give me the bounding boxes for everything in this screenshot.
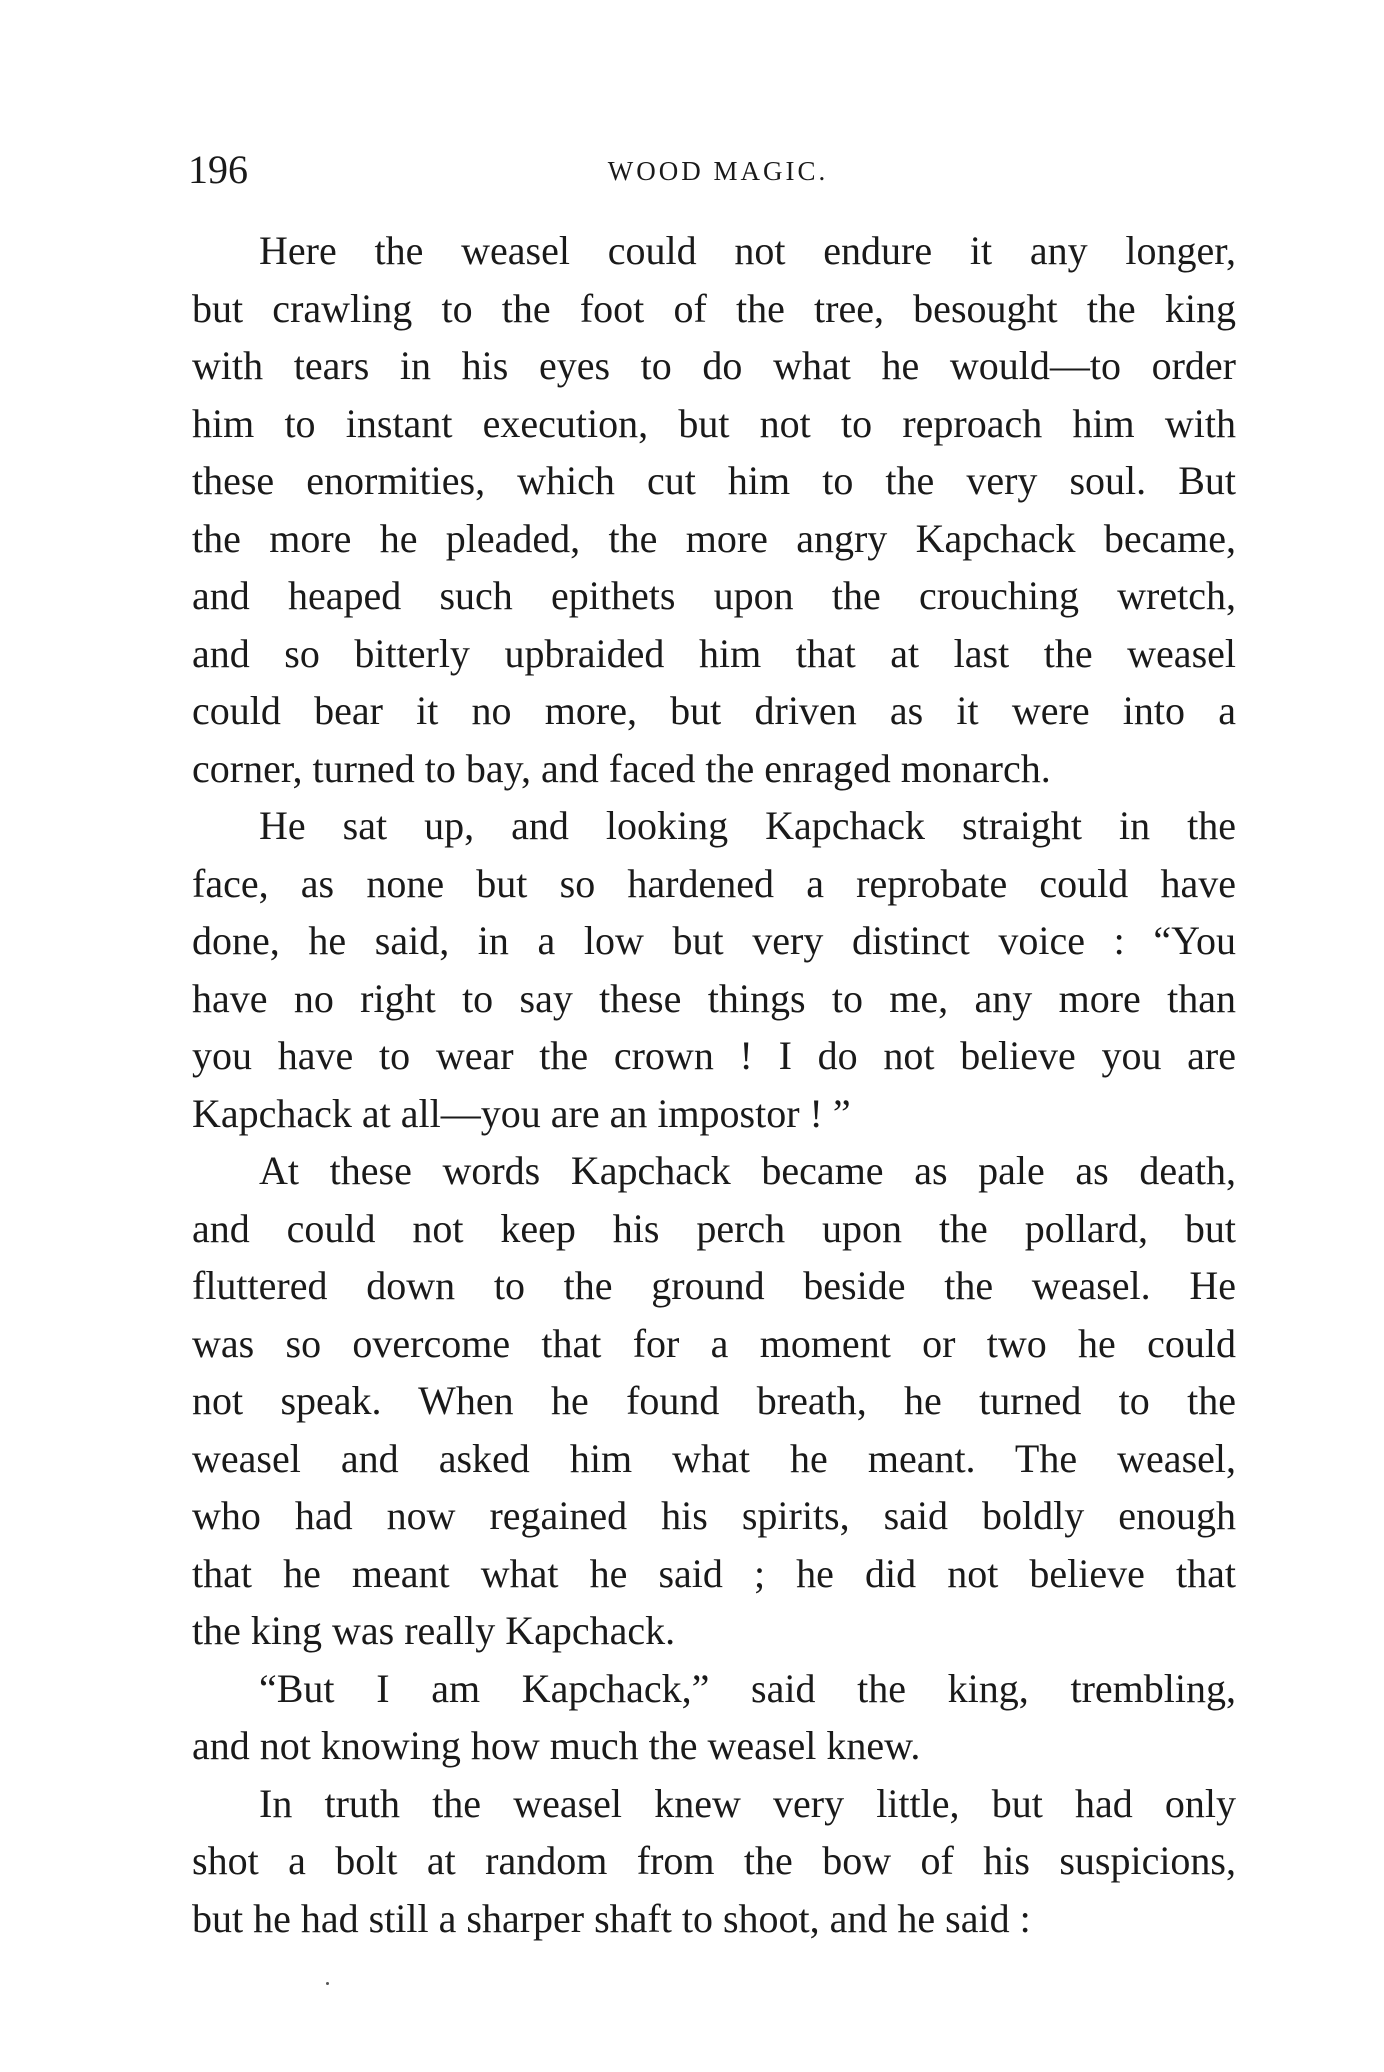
text-line: was so overcome that for a moment or two he could [192,1320,1236,1366]
text-line: him to instant execution, but not to reproach him with [192,400,1236,446]
paragraph [192,1142,1236,1660]
paragraph [192,222,1236,797]
print-speck [326,1982,329,1985]
body-text [192,222,1236,1947]
text-line: could bear it no more, but driven as it were into a [192,688,1236,733]
text-line: the more he pleaded, the more angry Kapchack became, [192,515,1236,561]
paragraph [192,797,1236,1142]
text-line: fluttered down to the ground beside the weasel. He [192,1263,1236,1308]
text-line: and could not keep his perch upon the pollard, but [192,1205,1236,1251]
text-line: face, as none but so hardened a reprobate could have [192,860,1236,906]
text-line: done, he said, in a low but very distinct voice : “You [192,918,1236,963]
text-line: have no right to say these things to me, any more than [192,975,1236,1021]
paragraph [192,1660,1236,1775]
text-line: shot a bolt at random from the bow of his suspicions, [192,1838,1236,1883]
text-line: with tears in his eyes to do what he would—to order [192,343,1236,388]
text-line: you have to wear the crown ! I do not believe you are [192,1033,1236,1078]
text-line: “But I am Kapchack,” said the king, trembling, [259,1665,1236,1711]
text-line: that he meant what he said ; he did not believe that [192,1550,1236,1596]
text-line: weasel and asked him what he meant. The weasel, [192,1435,1236,1481]
text-line: but crawling to the foot of the tree, besought the king [192,285,1236,331]
text-line: He sat up, and looking Kapchack straight in the [259,803,1236,848]
text-line: but he had still a sharper shaft to shoot, and he said : [192,1895,1031,1941]
text-line: and heaped such epithets upon the crouching wretch, [192,573,1236,618]
text-line: these enormities, which cut him to the very soul. But [192,458,1236,503]
paragraph [192,1775,1236,1948]
text-line: the king was really Kapchack. [192,1608,676,1653]
text-line: not speak. When he found breath, he turned to the [192,1378,1236,1423]
text-line: and so bitterly upbraided him that at last the weasel [192,630,1236,676]
text-line: Kapchack at all—you are an impostor ! ” [192,1090,851,1136]
text-line: corner, turned to bay, and faced the enraged monarch. [192,745,1051,791]
page-header [188,145,1248,195]
running-title: WOOD MAGIC. [607,156,829,186]
text-line: who had now regained his spirits, said boldly enough [192,1493,1236,1538]
text-line: Here the weasel could not endure it any longer, [259,228,1236,273]
page-number: 196 [188,147,248,192]
text-line: In truth the weasel knew very little, but had only [259,1780,1236,1826]
text-line: At these words Kapchack became as pale as death, [259,1148,1236,1193]
text-line: and not knowing how much the weasel knew. [192,1723,921,1768]
